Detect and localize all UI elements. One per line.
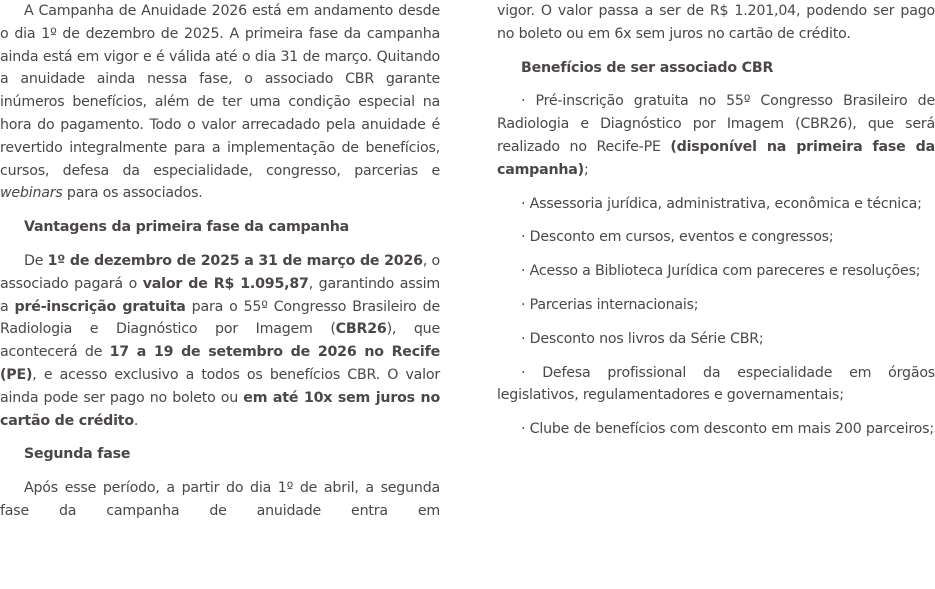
fp-text: ), que acontecerá de [0,321,440,361]
fp-bold-event-date: 17 a 19 de setembro de 2026 no Recife (PE) [0,344,440,383]
intro-italic: webinars [0,185,63,202]
fp-text: , o associado pagará o [0,252,440,292]
intro-text: A Campanha de Anuidade 2026 está em andamento desde o dia 1º de dezembro de 2025. A primeira fase da campanha ainda está em vigor e é válida até o dia 31 de março. Quitando a anuidade ainda nessa fase, o associado CBR garante inúmeros benefícios, além de ter uma condição especial na hora do pagamento. Todo o valor arrecadado pela anuidade é revertido integralmente para a implementação de benefícios, cursos, defesa da especialidade, congresso, parcerias e [0,3,440,179]
fp-text: , garantindo assim a [0,275,440,315]
benefit-item: · Desconto em cursos, eventos e congressos; [521,229,834,246]
benefit-text: · Pré-inscrição gratuita no 55º Congresso Brasileiro de Radiologia e Diagnóstico por Imagem (CBR26), que será realizado no Recife-PE [497,93,935,155]
fp-text: . [133,412,139,429]
fp-text: De [24,252,48,269]
left-column [0,0,440,523]
benefit-item: · Assessoria jurídica, administrativa, econômica e técnica; [521,195,922,212]
fp-text: para o 55º Congresso Brasileiro de Radiologia e Diagnóstico por Imagem ( [0,298,440,338]
benefit-item [497,90,935,181]
benefit-item: · Defesa profissional da especialidade em órgãos legislativos, regulamentadores e governamentais; [497,364,935,404]
fp-bold-dates: 1º de dezembro de 2025 a 31 de março de 2026 [47,252,423,269]
second-phase-paragraph-end: vigor. O valor passa a ser de R$ 1.201,04, podendo ser pago no boleto ou em 6x sem juros no cartão de crédito. [497,3,935,42]
heading-first-phase: Vantagens da primeira fase da campanha [24,219,350,236]
fp-bold-preregistration: pré-inscrição gratuita [14,298,186,315]
heading-second-phase: Segunda fase [24,446,131,463]
benefit-item: · Parcerias internacionais; [521,296,699,313]
benefit-item: · Acesso a Biblioteca Jurídica com pareceres e resoluções; [521,263,921,280]
fp-bold-price: valor de R$ 1.095,87 [142,275,309,292]
benefit-bold: (disponível na primeira fase da campanha) [497,138,935,178]
benefit-item: · Clube de benefícios com desconto em mais 200 parceiros; [521,421,934,438]
right-column [497,0,935,441]
benefit-item: · Desconto nos livros da Série CBR; [521,330,764,347]
intro-paragraph [0,0,440,205]
second-phase-paragraph-start: Após esse período, a partir do dia 1º de abril, a segunda fase da campanha de anuidade entra em [0,480,440,519]
fp-bold-cbr26: CBR26 [335,321,387,338]
heading-benefits: Benefícios de ser associado CBR [521,59,774,76]
fp-text: , e acesso exclusivo a todos os benefícios CBR. O valor ainda pode ser pago no boleto ou [0,366,440,406]
fp-bold-installments: em até 10x sem juros no cartão de crédito [0,389,440,429]
first-phase-paragraph [0,250,440,432]
benefit-tail: ; [583,161,589,178]
intro-tail: para os associados. [62,185,203,202]
